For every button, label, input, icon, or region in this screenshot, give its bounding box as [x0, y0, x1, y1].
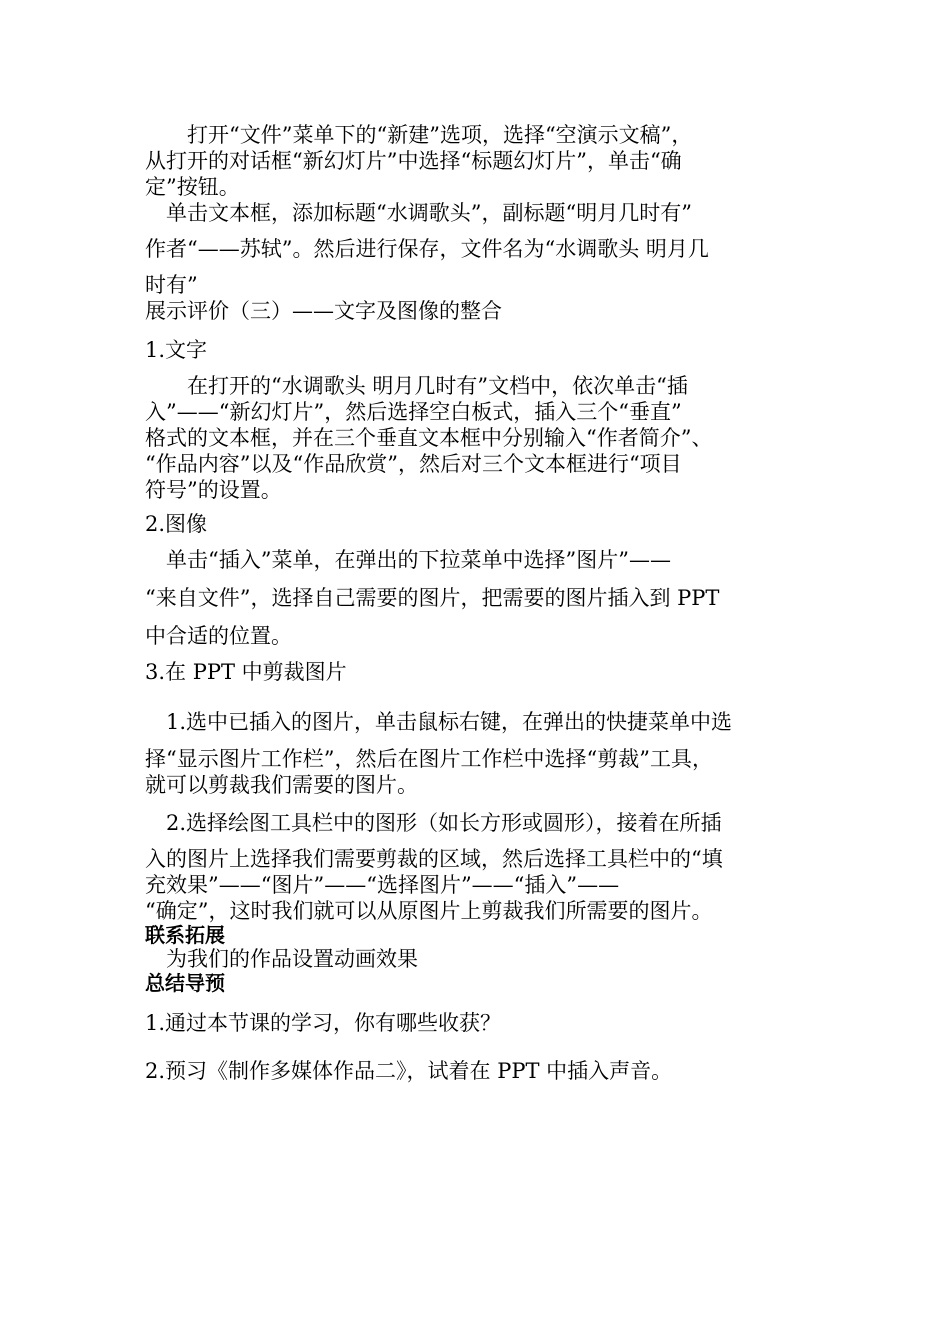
paragraph-line: 充效果”——“图片”——“选择图片”——“插入”—— — [145, 873, 620, 897]
paragraph-line: 在打开的“水调歌头 明月几时有”文档中，依次单击“插 — [145, 374, 688, 398]
paragraph-line: “确定”，这时我们就可以从原图片上剪裁我们所需要的图片。 — [145, 899, 713, 923]
paragraph-line: 1.选中已插入的图片，单击鼠标右键，在弹出的快捷菜单中选 — [145, 710, 733, 734]
paragraph-line: 打开“文件”菜单下的“新建”选项，选择“空演示文稿”， — [145, 123, 693, 147]
paragraph-line: 定”按钮。 — [145, 175, 240, 199]
subsection-heading: 2.图像 — [145, 512, 208, 536]
paragraph-line: 从打开的对话框“新幻灯片”中选择“标题幻灯片”，单击“确 — [145, 149, 682, 173]
paragraph-line: “来自文件”，选择自己需要的图片，把需要的图片插入到 PPT — [145, 586, 720, 610]
subsection-heading: 1.文字 — [145, 338, 208, 362]
list-item: 2.预习《制作多媒体作品二》，试着在 PPT 中插入声音。 — [145, 1059, 673, 1083]
paragraph-line: 符号”的设置。 — [145, 478, 282, 502]
subsection-heading: 3.在 PPT 中剪裁图片 — [145, 660, 347, 684]
paragraph-line: 入”——“新幻灯片”，然后选择空白板式，插入三个“垂直” — [145, 400, 682, 424]
paragraph-line: 为我们的作品设置动画效果 — [145, 947, 418, 971]
list-item: 1.通过本节课的学习，你有哪些收获？ — [145, 1011, 502, 1035]
paragraph-line: 2.选择绘图工具栏中的图形（如长方形或圆形），接着在所插 — [145, 811, 722, 835]
paragraph-line: 择“显示图片工作栏”，然后在图片工作栏中选择“剪裁”工具， — [145, 747, 713, 771]
paragraph-line: 就可以剪裁我们需要的图片。 — [145, 773, 418, 797]
paragraph-line: 格式的文本框，并在三个垂直文本框中分别输入“作者简介”、 — [145, 426, 713, 450]
paragraph-line: “作品内容”以及“作品欣赏”，然后对三个文本框进行“项目 — [145, 452, 682, 476]
paragraph-line: 中合适的位置。 — [145, 624, 292, 648]
paragraph-line: 入的图片上选择我们需要剪裁的区域，然后选择工具栏中的“填 — [145, 847, 723, 871]
section-heading: 总结导预 — [145, 971, 225, 995]
paragraph-line: 单击“插入”菜单，在弹出的下拉菜单中选择”图片”—— — [145, 548, 671, 572]
paragraph-line: 单击文本框，添加标题“水调歌头”，副标题“明月几时有” — [145, 201, 692, 225]
section-heading: 展示评价（三）——文字及图像的整合 — [145, 299, 502, 323]
paragraph-line: 时有” — [145, 273, 198, 297]
paragraph-line: 作者“——苏轼”。然后进行保存，文件名为“水调歌头 明月几 — [145, 237, 709, 261]
section-heading: 联系拓展 — [145, 923, 225, 947]
